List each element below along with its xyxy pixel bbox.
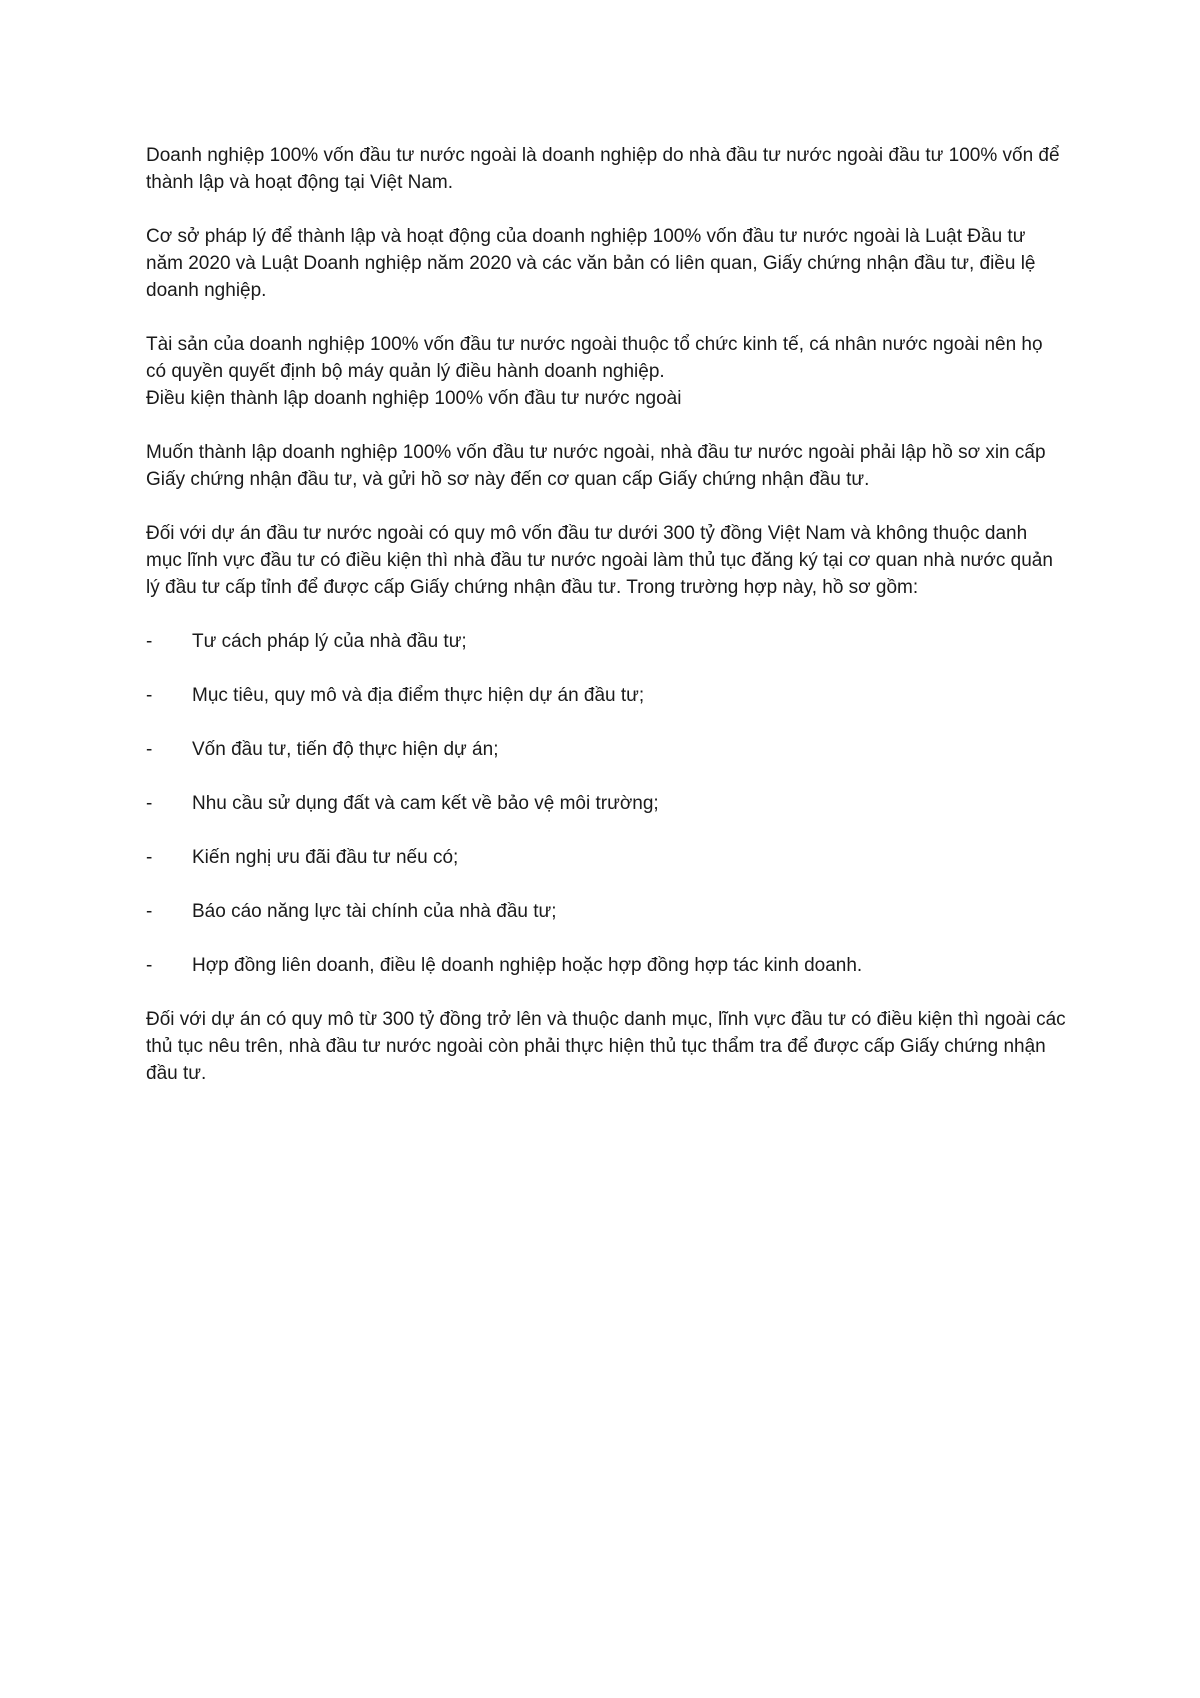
list-item-text: Nhu cầu sử dụng đất và cam kết về bảo vệ môi trường; <box>192 793 659 814</box>
list-item-text: Hợp đồng liên doanh, điều lệ doanh nghiệp hoặc hợp đồng hợp tác kinh doanh. <box>192 955 863 976</box>
bullet-marker: - <box>146 739 153 760</box>
list-item <box>146 898 1066 925</box>
section-heading-conditions: Điều kiện thành lập doanh nghiệp 100% vốn đầu tư nước ngoài <box>146 388 682 409</box>
paragraph-small-projects: Đối với dự án đầu tư nước ngoài có quy mô vốn đầu tư dưới 300 tỷ đồng Việt Nam và không thuộc danh mục lĩnh vực đầu tư có điều kiện thì nhà đầu tư nước ngoài làm thủ tục đăng ký tại cơ quan nhà nước quản lý đầu tư cấp tỉnh để được cấp Giấy chứng nhận đầu tư. Trong trường hợp này, hồ sơ gồm: <box>146 523 1053 598</box>
paragraph-large-projects: Đối với dự án có quy mô từ 300 tỷ đồng trở lên và thuộc danh mục, lĩnh vực đầu tư có điều kiện thì ngoài các thủ tục nêu trên, nhà đầu tư nước ngoài còn phải thực hiện thủ tục thẩm tra để được cấp Giấy chứng nhận đầu tư. <box>146 1009 1066 1084</box>
bullet-marker: - <box>146 955 153 976</box>
list-item <box>146 952 1066 979</box>
list-item-text: Vốn đầu tư, tiến độ thực hiện dự án; <box>192 739 499 760</box>
list-item <box>146 682 1066 709</box>
paragraph-legal-basis: Cơ sở pháp lý để thành lập và hoạt động của doanh nghiệp 100% vốn đầu tư nước ngoài là Luật Đầu tư năm 2020 và Luật Doanh nghiệp năm 2020 và các văn bản có liên quan, Giấy chứng nhận đầu tư, điều lệ doanh nghiệp. <box>146 226 1036 301</box>
list-item-text: Tư cách pháp lý của nhà đầu tư; <box>192 631 467 652</box>
paragraph-assets: Tài sản của doanh nghiệp 100% vốn đầu tư nước ngoài thuộc tổ chức kinh tế, cá nhân nước ngoài nên họ có quyền quyết định bộ máy quản lý điều hành doanh nghiệp. <box>146 334 1043 382</box>
bullet-marker: - <box>146 685 153 706</box>
list-item <box>146 736 1066 763</box>
document-body <box>146 142 1066 1114</box>
bullet-marker: - <box>146 847 153 868</box>
paragraph-definition: Doanh nghiệp 100% vốn đầu tư nước ngoài là doanh nghiệp do nhà đầu tư nước ngoài đầu tư 100% vốn để thành lập và hoạt động tại Việt Nam. <box>146 145 1060 193</box>
list-item <box>146 790 1066 817</box>
list-item <box>146 844 1066 871</box>
list-item-text: Mục tiêu, quy mô và địa điểm thực hiện dự án đầu tư; <box>192 685 645 706</box>
list-item-text: Kiến nghị ưu đãi đầu tư nếu có; <box>192 847 459 868</box>
list-item <box>146 628 1066 655</box>
list-item-text: Báo cáo năng lực tài chính của nhà đầu tư; <box>192 901 557 922</box>
bullet-marker: - <box>146 793 153 814</box>
bullet-marker: - <box>146 901 153 922</box>
dossier-list <box>146 628 1066 979</box>
paragraph-application: Muốn thành lập doanh nghiệp 100% vốn đầu tư nước ngoài, nhà đầu tư nước ngoài phải lập hồ sơ xin cấp Giấy chứng nhận đầu tư, và gửi hồ sơ này đến cơ quan cấp Giấy chứng nhận đầu tư. <box>146 442 1046 490</box>
bullet-marker: - <box>146 631 153 652</box>
